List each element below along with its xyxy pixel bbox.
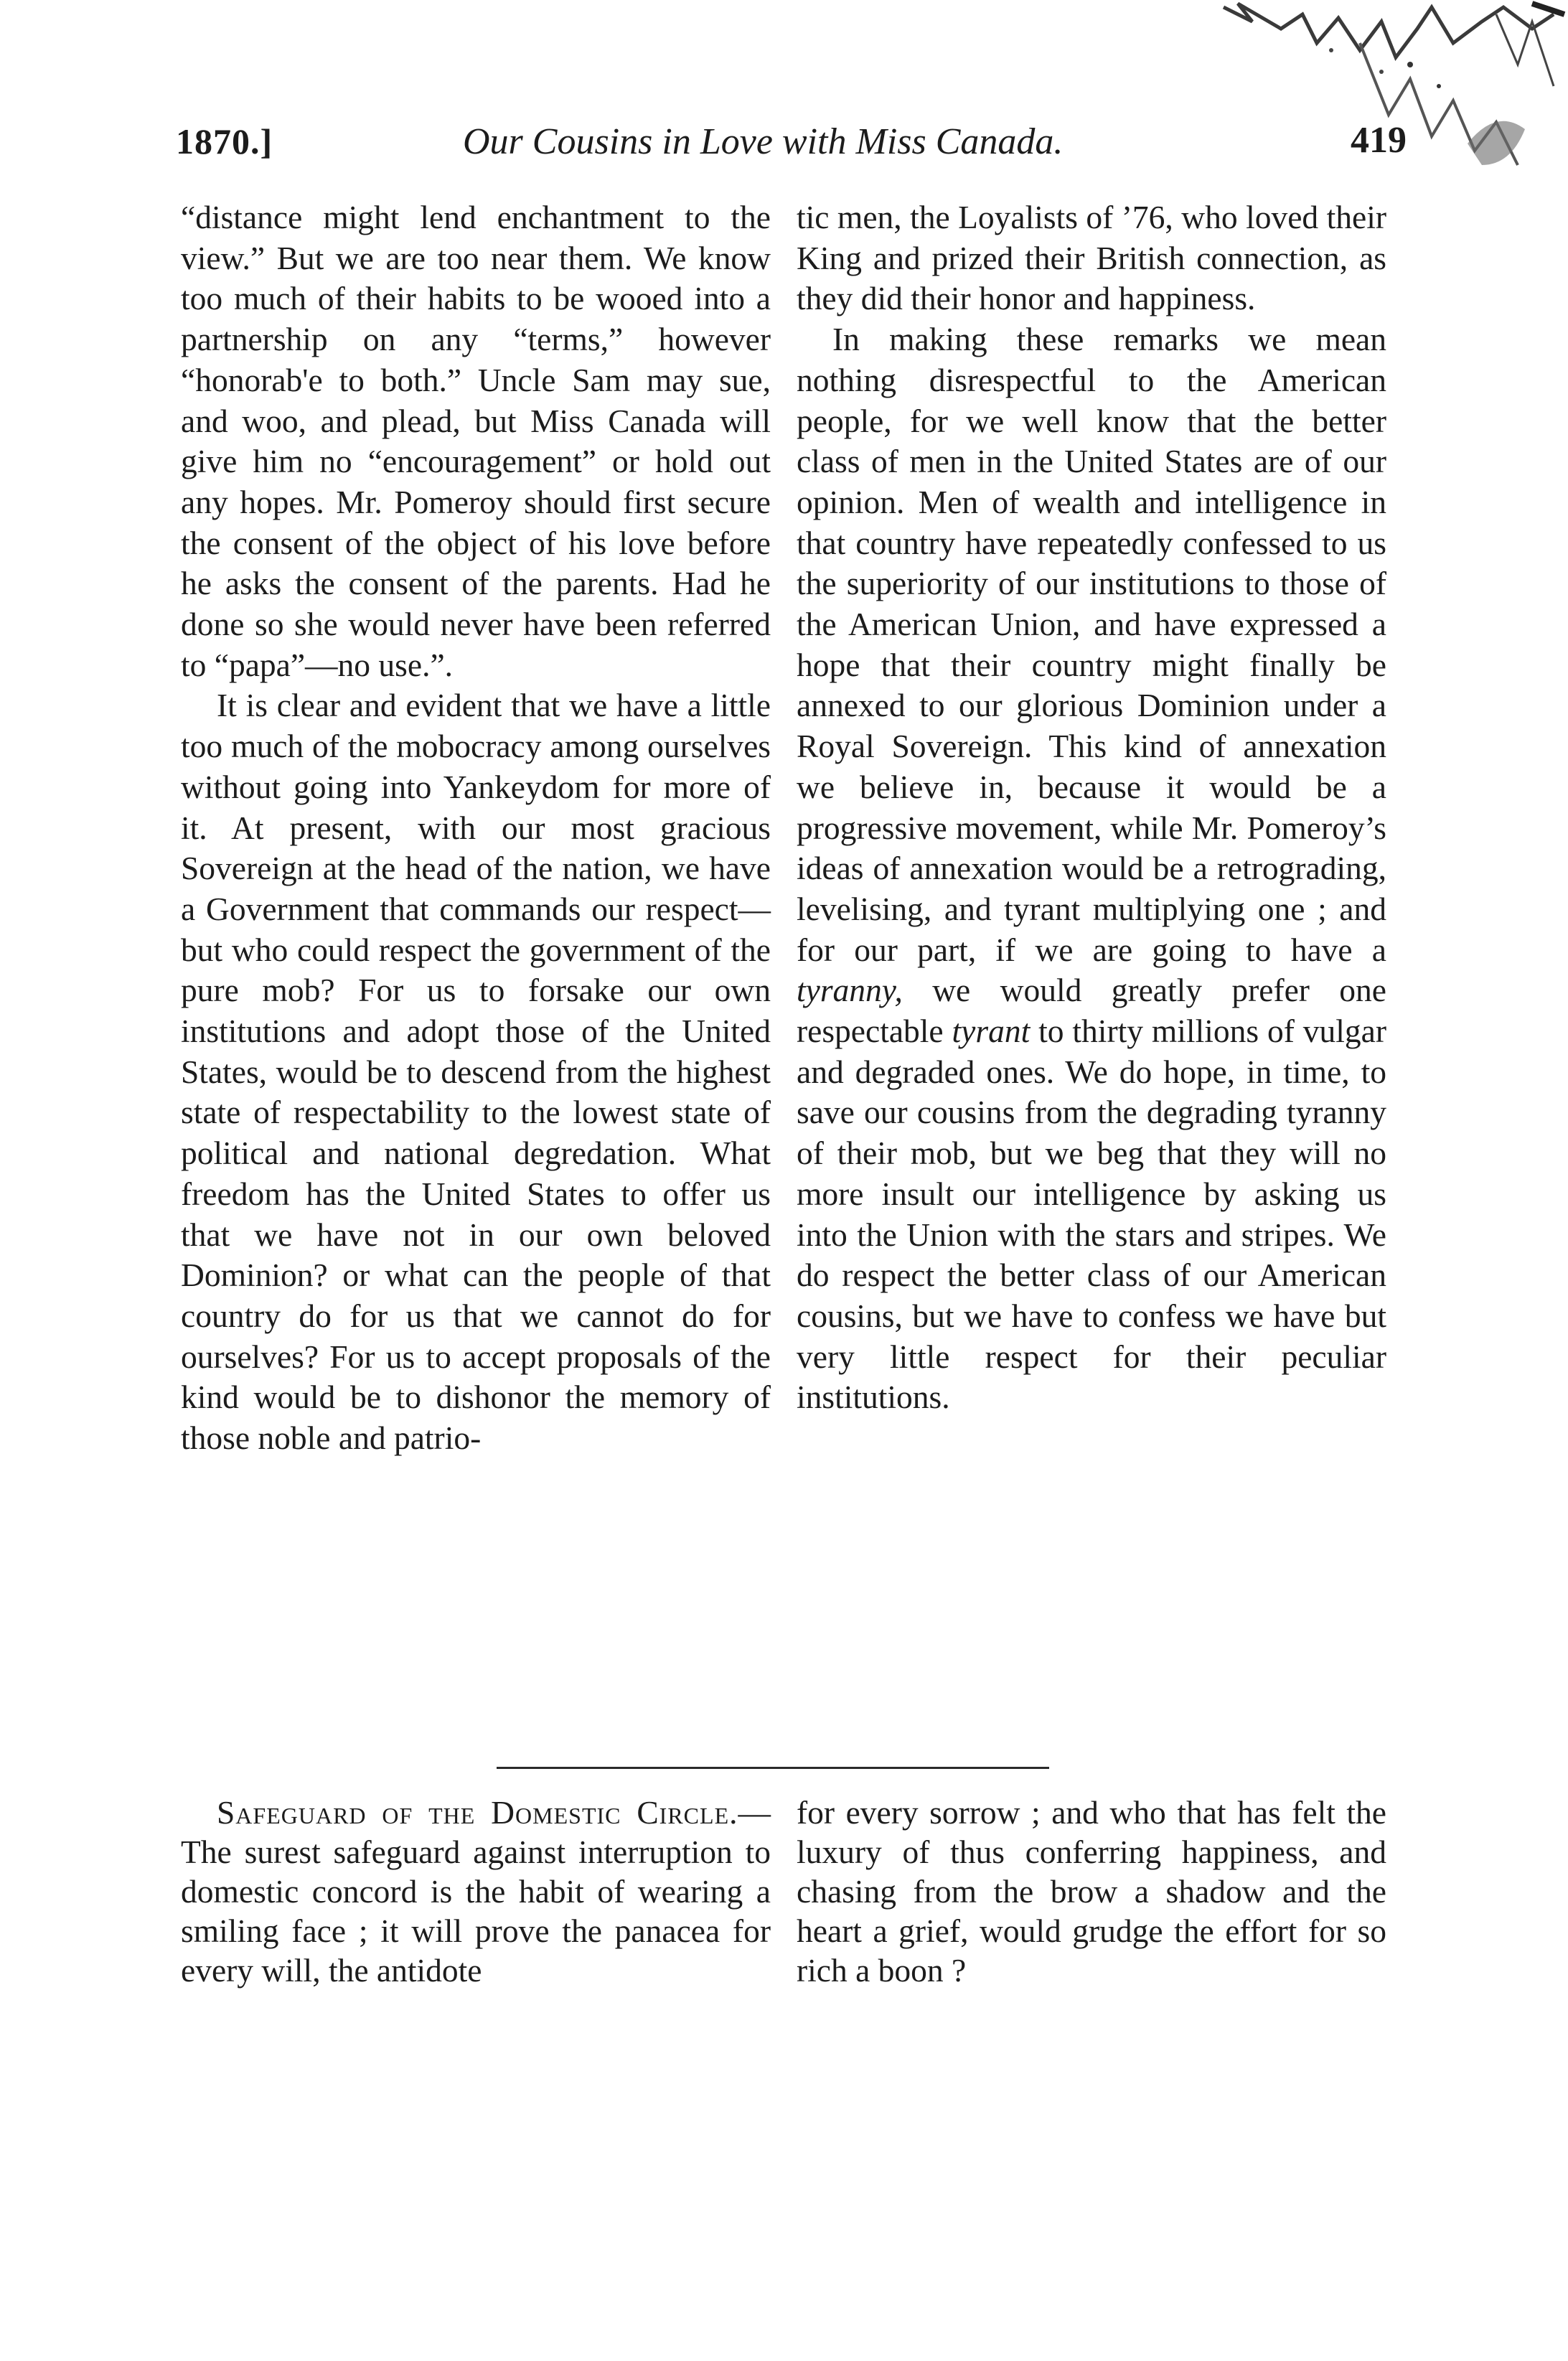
article-text: we would greatly prefer one respectable [797, 972, 1386, 1050]
page-number: 419 [1351, 120, 1407, 161]
article-text: In making these remarks we mean nothing disrespectful to the American people, for we well know that the better class of men in the United States are of our opinion. Men of wealth and intelligence in that country have repeatedly confessed to us the superiority of our institutions to those of the American Union, and have expressed a hope that their country might finally be annexed to our glorious Dominion under a Royal Sovereign. This kind of annexation we believe in, because it would be a progressive movement, while Mr. Pomeroy’s ideas of annexation would be a retrograding, levelising, and tyrant multiplying one ; and for our part, if we are going to have a [797, 321, 1386, 968]
emphasis-text: tyrant [952, 1013, 1031, 1050]
filler-text: The surest safeguard against interruption to domestic concord is the habit of wearing a smiling face ; it will prove the panacea for every will, the antidote [181, 1834, 771, 1989]
header-year: 1870.] [176, 121, 273, 161]
article-paragraph [797, 319, 1386, 1418]
article-paragraph: It is clear and evident that we have a little too much of the mobocracy among ourselves without going into Yankeydom for more of it. At present, with our most gracious Sovereign at the head of the nation, we have a Government that commands our respect—but who could respect the government of the pure mob? For us to forsake our own institutions and adopt those of the United States, would be to descend from the highest state of respectability to the lowest state of political and national degredation. What freedom has the United States to offer us that we have not in our own beloved Dominion? or what can the people of that country do for us that we cannot do for ourselves? For us to accept proposals of the kind would be to dishonor the memory of those noble and patrio- [181, 687, 771, 1457]
article-paragraph: tic men, the Loyalists of ’76, who loved their King and prized their British connection, as they did their honor and happiness. [797, 199, 1386, 317]
running-head [176, 115, 1407, 172]
filler-paragraph [181, 1793, 771, 1990]
emphasis-text: tyranny, [797, 972, 903, 1009]
section-divider [497, 1767, 1049, 1769]
article-column-left [181, 197, 771, 1459]
filler-column-left [181, 1793, 771, 1990]
filler-dash: — [738, 1794, 771, 1831]
filler-column-right [797, 1793, 1386, 1990]
filler-heading: Safeguard of the Domestic Circle. [217, 1794, 738, 1831]
article-paragraph: “distance might lend enchantment to the view.” But we are too near them. We know too much of their habits to be wooed into a partnership on any “terms,” however “honorab'e to both.” Uncle Sam may sue, and woo, and plead, but Miss Canada will give him no “encouragement” or hold out any hopes. Mr. Pomeroy should first secure the consent of the object of his love before he asks the consent of the parents. Had he done so she would never have been referred to “papa”—no use.”. [181, 199, 771, 683]
article-text: to thirty millions of vulgar and degraded ones. We do hope, in time, to save our cousins from the degrading tyranny of their mob, but we beg that they will no more insult our intelligence by asking us into the Union with the stars and stripes. We do respect the better class of our American cousins, but we have to confess we have but very little respect for their peculiar institutions. [797, 1013, 1387, 1416]
filler-paragraph: for every sorrow ; and who that has felt the luxury of thus conferring happiness, and chasing from the brow a shadow and the heart a grief, would grudge the effort for so rich a boon ? [797, 1794, 1386, 1989]
article-column-right [797, 197, 1386, 1418]
header-title: Our Cousins in Love with Miss Canada. [463, 121, 1064, 162]
